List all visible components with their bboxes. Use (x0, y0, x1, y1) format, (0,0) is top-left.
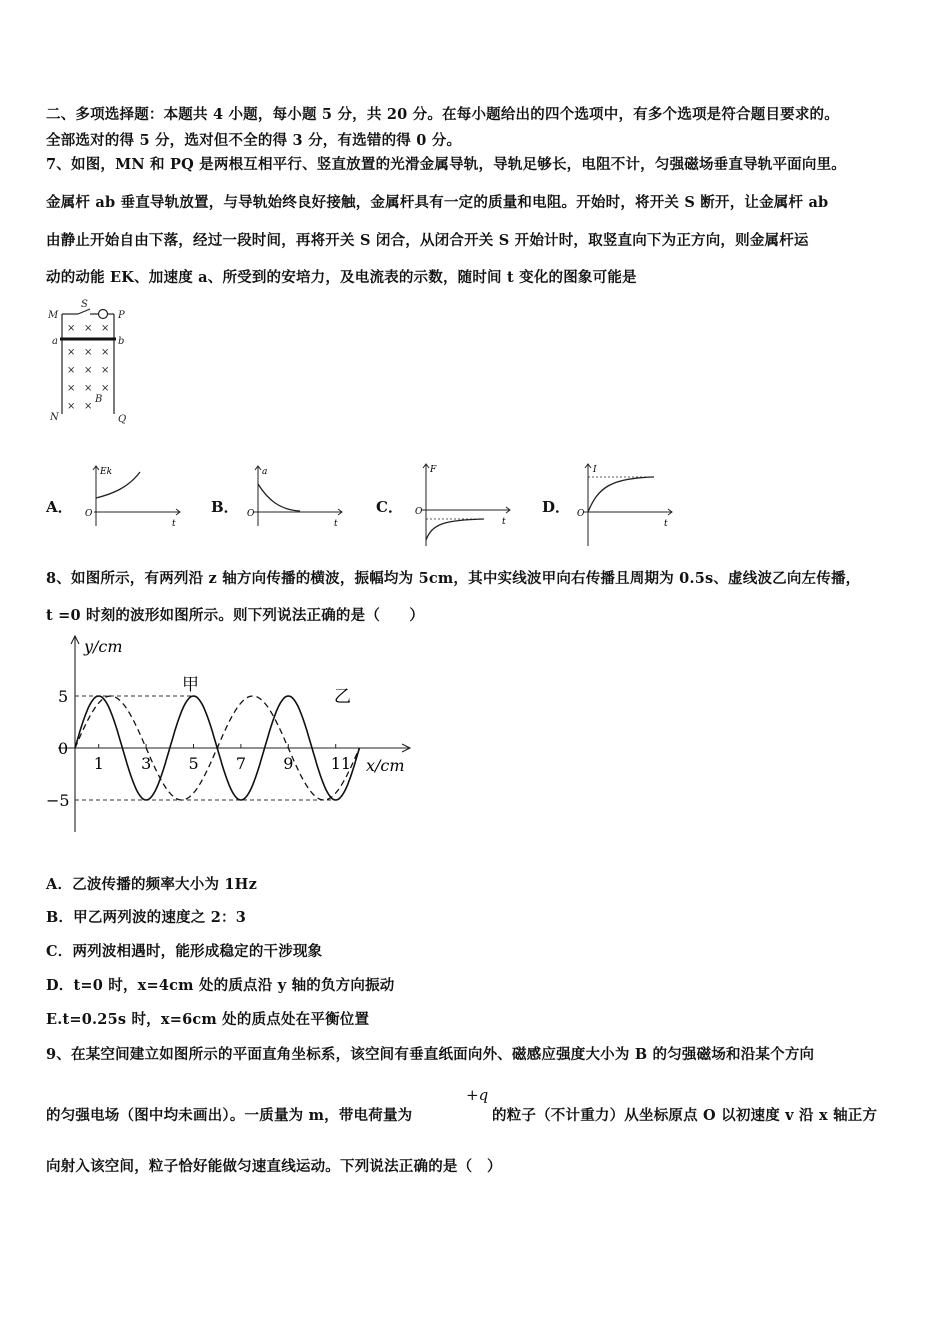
label-Q: Q (118, 414, 127, 425)
graph-a-origin: O (85, 509, 93, 519)
field-cross: × (101, 323, 110, 334)
q8-option-e: E.t=0.25s 时，x=6cm 处的质点处在平衡位置 (46, 1011, 370, 1028)
graph-c-xlabel: t (502, 517, 506, 527)
label-b: b (118, 336, 125, 347)
q7-text-line1: 7、如图，MN 和 PQ 是两根互相平行、竖直放置的光滑金属导轨，导轨足够长，电阻不计，匀强磁场垂直导轨平面向里。 (46, 156, 846, 173)
graph-c-origin: O (415, 507, 423, 517)
label-a: a (52, 336, 58, 347)
field-cross: × (67, 347, 76, 358)
q7-graph-b (244, 460, 349, 532)
y-tick-label: −5 (46, 791, 70, 810)
x-axis-label: x/cm (366, 756, 405, 775)
graph-b-ylabel: a (262, 467, 268, 477)
q7-text-line3: 由静止开始自由下落，经过一段时间，再将开关 S 闭合，从闭合开关 S 开始计时，取竖直向下为正方向，则金属杆运 (46, 232, 809, 249)
q7-option-c-label: C． (376, 498, 403, 516)
q7-option-a-label: A． (46, 498, 73, 516)
field-cross: × (84, 401, 93, 412)
q8-text-line1: 8、如图所示，有两列沿 z 轴方向传播的横波，振幅均为 5cm，其中实线波甲向右传播且周期为 0.5s、虚线波乙向左传播， (46, 570, 861, 587)
q9-text-line1: 9、在某空间建立如图所示的平面直角坐标系，该空间有垂直纸面向外、磁感应强度大小为 B 的匀强磁场和沿某个方向 (46, 1046, 815, 1063)
field-cross: × (84, 365, 93, 376)
q7-text-line2: 金属杆 ab 垂直导轨放置，与导轨始终良好接触，金属杆具有一定的质量和电阻。开始时，将开关 S 断开，让金属杆 ab (46, 194, 829, 211)
q7-graph-d (574, 458, 679, 550)
graph-a-ylabel: Ek (100, 467, 113, 477)
section-heading-line1: 二、多项选择题：本题共 4 小题，每小题 5 分，共 20 分。在每小题给出的四个选项中，有多个选项是符合题目要求的。 (46, 106, 839, 123)
y-tick-label: 0 (58, 739, 69, 758)
q7-circuit-diagram (44, 298, 144, 426)
field-cross: × (67, 323, 76, 334)
q9-text-line2a: 的匀强电场（图中均未画出）。一质量为 m，带电荷量为 (46, 1107, 413, 1124)
field-cross: × (67, 383, 76, 394)
y-tick-label: 5 (58, 687, 69, 706)
x-tick-label: 5 (188, 754, 199, 773)
q7-text-line4: 动的动能 EK、加速度 a、所受到的安培力，及电流表的示数，随时间 t 变化的图象可能是 (46, 269, 637, 286)
q9-charge-symbol: +q (466, 1086, 489, 1104)
q7-graph-c (412, 458, 517, 550)
x-tick-label: 1 (93, 754, 104, 773)
graph-b-xlabel: t (334, 519, 338, 529)
label-N: N (50, 412, 59, 423)
q8-option-b: B．甲乙两列波的速度之 2：3 (46, 909, 246, 926)
field-cross: × (67, 401, 76, 412)
q9-text-line3: 向射入该空间，粒子恰好能做匀速直线运动。下列说法正确的是（ ） (46, 1158, 502, 1175)
q8-option-d: D．t=0 时，x=4cm 处的质点沿 y 轴的负方向振动 (46, 977, 395, 994)
field-cross: × (84, 383, 93, 394)
graph-d-ylabel: I (593, 465, 597, 475)
graph-d-origin: O (577, 509, 585, 519)
x-tick-label: 7 (235, 754, 247, 773)
label-S: S (81, 299, 88, 310)
graph-d-xlabel: t (664, 519, 668, 529)
series-yi-label: 乙 (334, 687, 351, 707)
q8-option-a: A．乙波传播的频率大小为 1Hz (46, 876, 258, 893)
field-cross: × (101, 383, 110, 394)
field-cross: × (84, 323, 93, 334)
field-cross: × (101, 365, 110, 376)
field-cross: × (101, 347, 110, 358)
x-tick-label: 3 (141, 754, 152, 773)
q9-text-line2b: 的粒子（不计重力）从坐标原点 O 以初速度 v 沿 x 轴正方 (492, 1107, 878, 1124)
q8-wave-chart (44, 630, 424, 840)
field-cross: × (67, 365, 76, 376)
q7-option-d-label: D． (542, 498, 571, 516)
q7-option-b-label: B． (211, 498, 239, 516)
label-M: M (48, 310, 59, 321)
section-heading-line2: 全部选对的得 5 分，选对但不全的得 3 分，有选错的得 0 分。 (46, 132, 462, 149)
label-P: P (118, 310, 125, 321)
graph-c-ylabel: F (430, 465, 437, 475)
q8-text-line2: t =0 时刻的波形如图所示。则下列说法正确的是（ ） (46, 607, 425, 624)
field-cross: × (84, 347, 93, 358)
x-tick-label: 11 (330, 754, 352, 773)
label-B: B (95, 394, 103, 405)
q8-option-c: C．两列波相遇时，能形成稳定的干涉现象 (46, 943, 323, 960)
graph-a-xlabel: t (172, 519, 176, 529)
x-tick-label: 9 (283, 754, 294, 773)
y-axis-label: y/cm (84, 637, 123, 656)
q7-graph-a (82, 460, 187, 532)
series-jia-label: 甲 (182, 675, 199, 695)
graph-b-origin: O (247, 509, 255, 519)
